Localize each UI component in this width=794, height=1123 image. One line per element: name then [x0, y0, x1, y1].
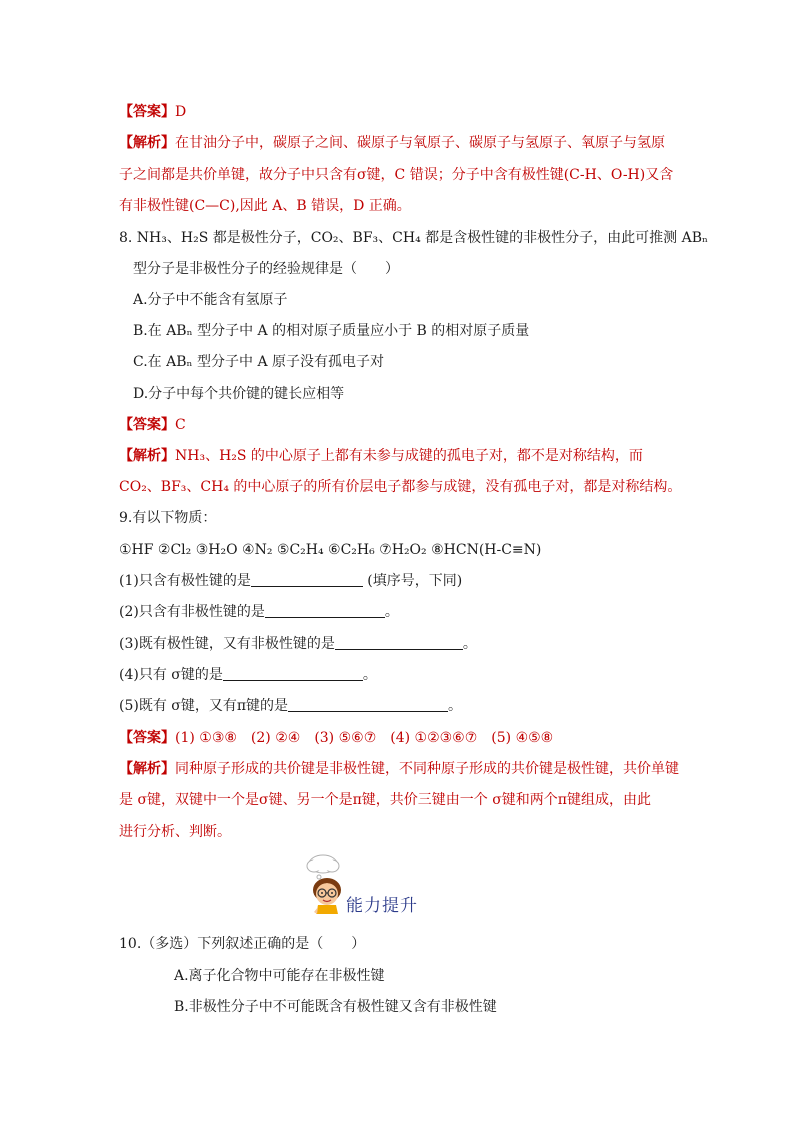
q7-analysis-line-1 — [119, 133, 665, 153]
q8-analysis-line-1 — [119, 446, 643, 466]
answer-blank[interactable] — [265, 603, 385, 618]
answer-tag: 【答案】 — [119, 417, 175, 433]
q9-sub-5 — [119, 696, 462, 716]
analysis-tag: 【解析】 — [119, 761, 175, 777]
q9-analysis-line-1 — [119, 759, 679, 779]
sub-question-suffix: 。 — [448, 698, 463, 714]
analysis-tag: 【解析】 — [119, 448, 175, 464]
answer-value: D — [175, 104, 187, 120]
sub-question-text: (2)只含有非极性键的是 — [119, 604, 265, 620]
q10-stem: 10.（多选）下列叙述正确的是（ ） — [119, 936, 366, 952]
analysis-text: NH₃、H₂S 的中心原子上都有未参与成键的孤电子对，都不是对称结构，而 — [175, 448, 643, 464]
answer-blank[interactable] — [223, 666, 363, 681]
q8-stem-line-2: 型分子是非极性分子的经验规律是（ ） — [133, 261, 399, 277]
analysis-text: 在甘油分子中，碳原子之间、碳原子与氧原子、碳原子与氢原子、氧原子与氢原 — [175, 135, 665, 151]
q9-substances: ①HF ②Cl₂ ③H₂O ④N₂ ⑤C₂H₄ ⑥C₂H₆ ⑦H₂O₂ ⑧HCN(H-C≡N) — [119, 542, 542, 558]
sub-question-text: (4)只有 σ键的是 — [119, 667, 223, 683]
q9-answer — [119, 728, 553, 748]
analysis-text: 同种原子形成的共价键是非极性键，不同种原子形成的共价键是极性键，共价单键 — [175, 761, 679, 777]
q9-sub-4 — [119, 665, 377, 685]
answer-blank[interactable] — [335, 635, 463, 650]
q7-analysis-line-3: 有非极性键(C—C),因此 A、B 错误，D 正确。 — [119, 198, 411, 214]
answer-value: (1) ①③⑧ (2) ②④ (3) ⑤⑥⑦ (4) ①②③⑥⑦ (5) ④⑤⑧ — [175, 730, 554, 746]
q9-stem: 9.有以下物质： — [119, 510, 217, 526]
q8-stem-line-1: 8. NH₃、H₂S 都是极性分子，CO₂、BF₃、CH₄ 都是含极性键的非极性分子，由此可推测 ABₙ — [119, 230, 709, 246]
q9-sub-1 — [119, 571, 462, 591]
answer-tag: 【答案】 — [119, 730, 175, 746]
q8-option-d: D.分子中每个共价键的键长应相等 — [133, 386, 345, 402]
q9-sub-2 — [119, 602, 399, 622]
answer-value: C — [175, 417, 186, 433]
q7-answer — [119, 102, 186, 122]
sub-question-suffix: 。 — [462, 636, 477, 652]
sub-question-suffix: 。 — [362, 667, 377, 683]
sub-question-text: (5)既有 σ键，又有π键的是 — [119, 698, 289, 714]
q8-option-b: B.在 ABₙ 型分子中 A 的相对原子质量应小于 B 的相对原子质量 — [133, 323, 530, 339]
sub-question-suffix: 。 — [384, 604, 399, 620]
answer-tag: 【答案】 — [119, 104, 175, 120]
q10-option-b: B.非极性分子中不可能既含有极性键又含有非极性键 — [174, 999, 497, 1015]
answer-blank[interactable] — [251, 572, 363, 587]
q9-analysis-line-2: 是 σ键，双键中一个是σ键、另一个是π键，共价三键由一个 σ键和两个π键组成，由此 — [119, 792, 651, 808]
sub-question-text: (1)只含有极性键的是 — [119, 573, 251, 589]
q9-analysis-line-3: 进行分析、判断。 — [119, 824, 231, 840]
answer-blank[interactable] — [288, 697, 448, 712]
analysis-tag: 【解析】 — [119, 135, 175, 151]
section-title: 能力提升 — [346, 896, 418, 916]
q9-sub-3 — [119, 634, 477, 654]
q8-analysis-line-2: CO₂、BF₃、CH₄ 的中心原子的所有价层电子都参与成键，没有孤电子对，都是对称结构。 — [119, 479, 682, 495]
sub-question-suffix: (填序号，下同) — [362, 573, 463, 589]
q8-answer — [119, 415, 186, 435]
q8-option-a: A.分子中不能含有氢原子 — [133, 292, 288, 308]
sub-question-text: (3)既有极性键，又有非极性键的是 — [119, 636, 335, 652]
q8-option-c: C.在 ABₙ 型分子中 A 原子没有孤电子对 — [133, 354, 385, 370]
q7-analysis-line-2: 子之间都是共价单键，故分子中只含有σ键，C 错误；分子中含有极性键(C-H、O-H)又含 — [119, 167, 674, 183]
q10-option-a: A.离子化合物中可能存在非极性键 — [174, 968, 385, 984]
